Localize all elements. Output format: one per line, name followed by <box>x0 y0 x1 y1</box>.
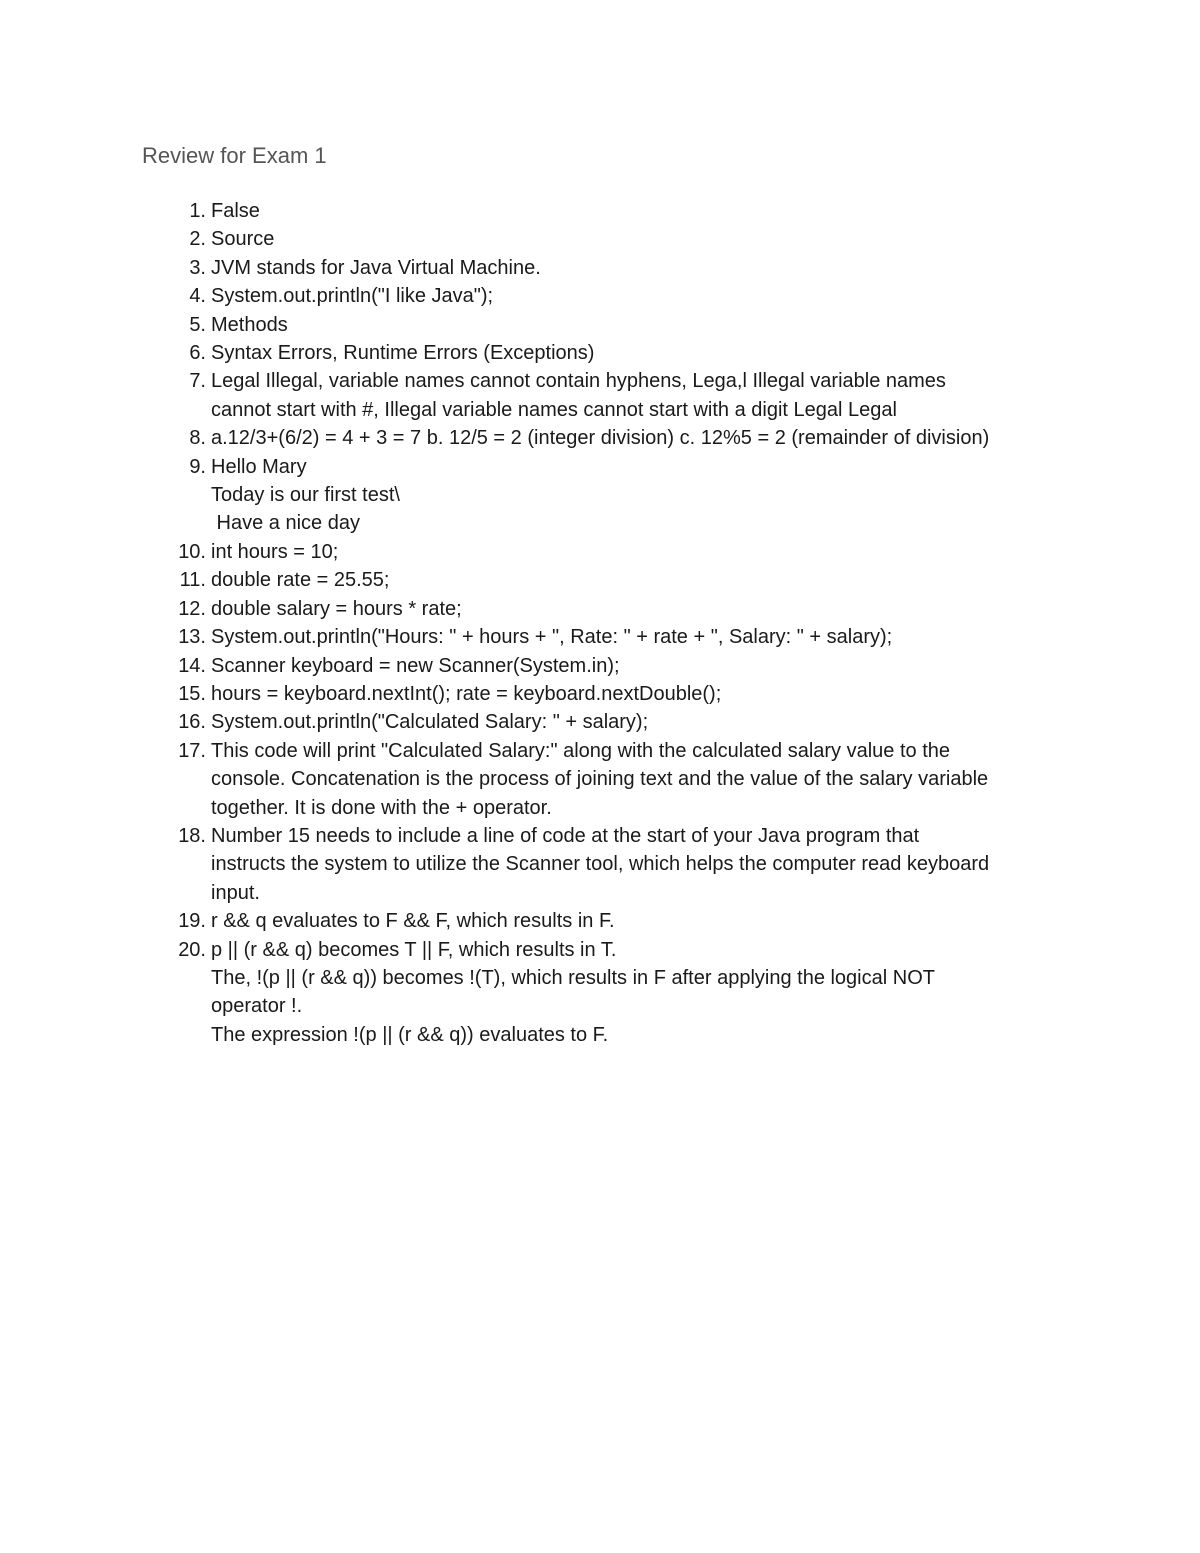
answer-item <box>0 652 1200 680</box>
answer-number: 2. <box>189 228 206 251</box>
answer-item <box>0 339 1200 367</box>
answer-text-line: Scanner keyboard = new Scanner(System.in); <box>211 654 620 677</box>
answer-item <box>0 197 1200 225</box>
answer-number: 16. <box>178 711 206 734</box>
answer-item <box>0 737 1200 822</box>
answer-item <box>0 708 1200 736</box>
answer-item <box>0 595 1200 623</box>
answer-text-line: Number 15 needs to include a line of code at the start of your Java program that <box>211 824 920 847</box>
answer-text-line: a.12/3+(6/2) = 4 + 3 = 7 b. 12/5 = 2 (integer division) c. 12%5 = 2 (remainder of division) <box>211 427 990 450</box>
answer-number: 4. <box>189 285 206 308</box>
answer-number: 12. <box>178 597 206 620</box>
answer-text-line: System.out.println("Hours: " + hours + ", Rate: " + rate + ", Salary: " + salary); <box>211 626 893 649</box>
answer-text-line: Hello Mary <box>211 455 307 478</box>
answer-text-line: The expression !(p || (r && q)) evaluates to F. <box>211 1023 609 1046</box>
answer-item <box>0 936 1200 1050</box>
answer-item <box>0 282 1200 310</box>
answer-number: 3. <box>189 256 206 279</box>
answer-number: 10. <box>178 540 206 563</box>
answer-text-line: Methods <box>211 313 288 336</box>
answer-number: 5. <box>189 313 206 336</box>
document-title: Review for Exam 1 <box>142 143 327 168</box>
answer-text-line: False <box>211 200 260 222</box>
answer-text-line: together. It is done with the + operator. <box>211 796 552 819</box>
answer-number: 9. <box>189 455 206 478</box>
answer-number: 20. <box>178 938 206 961</box>
answer-text-line: Today is our first test\ <box>211 484 400 507</box>
answer-item <box>0 822 1200 907</box>
answer-number: 1. <box>189 200 206 222</box>
answer-text-line: Have a nice day <box>211 512 360 535</box>
answer-number: 7. <box>189 370 206 393</box>
answer-text-line: operator !. <box>211 995 303 1018</box>
answer-text-line: The, !(p || (r && q)) becomes !(T), which results in F after applying the logical NOT <box>211 966 935 989</box>
answer-number: 8. <box>189 427 206 450</box>
answer-item <box>0 566 1200 594</box>
answer-text-line: p || (r && q) becomes T || F, which results in T. <box>211 938 617 961</box>
answer-item <box>0 623 1200 651</box>
answer-number: 15. <box>178 682 206 705</box>
answer-item <box>0 453 1200 538</box>
answer-number: 6. <box>189 342 206 365</box>
answer-text-line: hours = keyboard.nextInt(); rate = keyboard.nextDouble(); <box>211 682 722 705</box>
answer-text-line: System.out.println("I like Java"); <box>211 285 494 308</box>
answer-item <box>0 311 1200 339</box>
answer-item <box>0 907 1200 935</box>
answer-text-line: Source <box>211 228 275 251</box>
answer-text-line: System.out.println("Calculated Salary: " + salary); <box>211 711 649 734</box>
answer-text-line: Legal Illegal, variable names cannot contain hyphens, Lega,l Illegal variable names <box>211 370 946 393</box>
answer-number: 18. <box>178 824 206 847</box>
answer-item <box>0 680 1200 708</box>
answer-text-line: console. Concatenation is the process of joining text and the value of the salary variable <box>211 768 989 791</box>
answer-item <box>0 225 1200 253</box>
answer-number: 13. <box>178 626 206 649</box>
answer-text-line: instructs the system to utilize the Scanner tool, which helps the computer read keyboard <box>211 853 990 876</box>
answer-text-line: JVM stands for Java Virtual Machine. <box>211 256 541 279</box>
answer-text-line: int hours = 10; <box>211 540 339 563</box>
answer-item <box>0 367 1200 424</box>
answer-text-line: r && q evaluates to F && F, which results in F. <box>211 910 615 933</box>
answer-number: 11. <box>179 569 206 592</box>
answer-number: 19. <box>178 910 206 933</box>
answer-text-line: input. <box>211 881 260 904</box>
answer-item <box>0 254 1200 282</box>
answer-list <box>0 197 1200 1049</box>
answer-text-line: cannot start with #, Illegal variable names cannot start with a digit Legal Legal <box>211 398 897 421</box>
answer-text-line: Syntax Errors, Runtime Errors (Exceptions) <box>211 342 595 365</box>
answer-text-line: double rate = 25.55; <box>211 569 390 592</box>
answer-item <box>0 538 1200 566</box>
answer-text-line: double salary = hours * rate; <box>211 597 462 620</box>
answer-number: 14. <box>178 654 206 677</box>
answer-item <box>0 424 1200 452</box>
answer-text-line: This code will print "Calculated Salary:" along with the calculated salary value to the <box>211 739 951 762</box>
answer-number: 17. <box>178 739 206 762</box>
